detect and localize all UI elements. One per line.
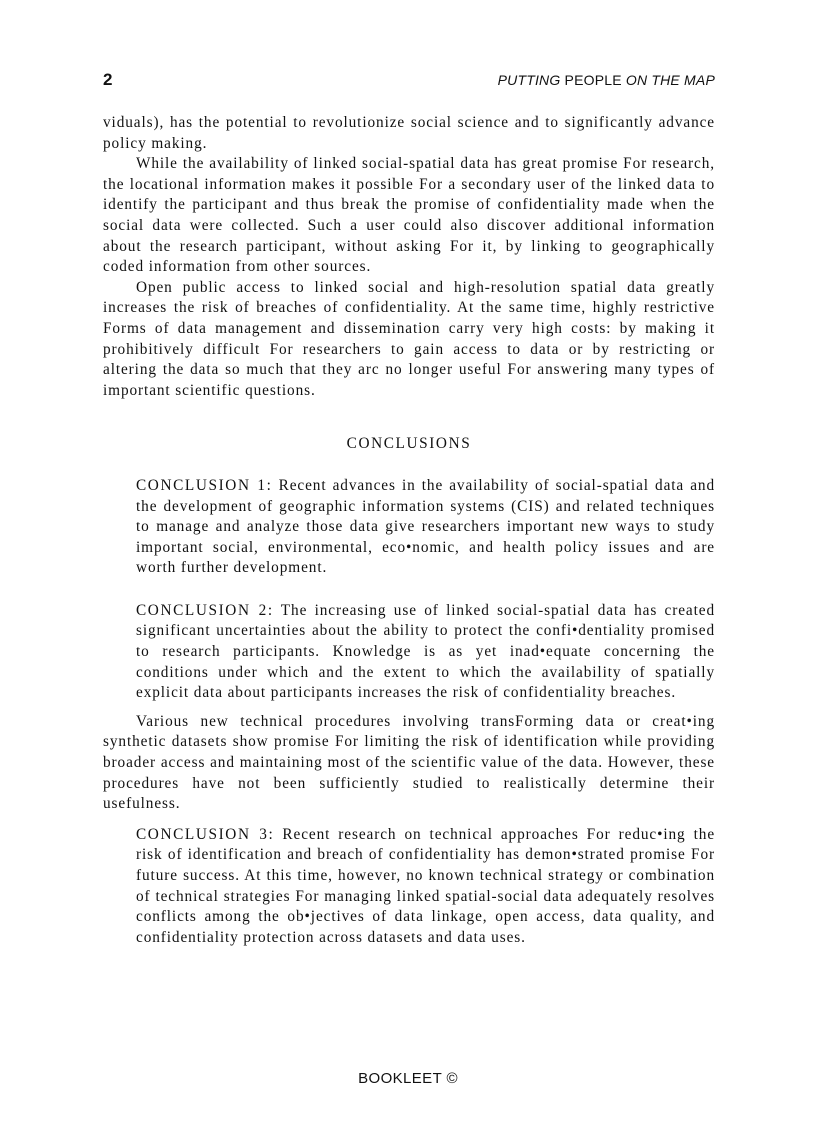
section-heading: CONCLUSIONS — [346, 435, 472, 453]
conclusion-1 — [136, 476, 715, 579]
conclusion-3-text: Recent research on technical approaches For reduc•ing the risk of identification and breach of confidentiality has demon•strated promise For future success. At this time, however, no known technical strategy or combination of technical strategies For managing linked spatial-social data adequately resolves conflicts among the ob•jectives of data linkage, open access, data quality, and confidentiality protection across datasets and data uses. — [136, 825, 716, 946]
conclusion-1-text: Recent advances in the availability of social-spatial data and the development of geographic information systems (CIS) and related techniques to manage and analyze those data give researchers important new ways to study important social, environmental, eco•nomic, and health policy issues and are worth further development. — [136, 476, 715, 577]
page-number: 2 — [103, 70, 113, 89]
body-text — [103, 113, 715, 970]
running-head-on-the-map: ON THE MAP — [625, 72, 715, 88]
conclusion-2-text: The increasing use of linked social-spatial data has created significant uncertainties about the ability to protect the confi•dentiality promised to research participants. Knowledge is as yet inad•equate concerning the conditions under which and the extent to which the availability of spatially explicit data about participants increases the risk of confidentiality breaches. — [136, 601, 716, 702]
paragraph-3: Open public access to linked social and high-resolution spatial data greatly increases the risk of breaches of confidentiality. At the same time, highly restrictive Forms of data management and dissemination carry very high costs: by making it prohibitively difficult For researchers to gain access to data or by restricting or altering the data so much that they arc no longer useful For answering many types of important scientific questions. — [103, 278, 715, 399]
footer-watermark: BOOKLEET © — [358, 1070, 458, 1087]
conclusion-3-label: CONCLUSION 3: — [136, 825, 275, 843]
page-header — [103, 70, 715, 92]
running-head — [498, 72, 715, 88]
conclusion-2-label: CONCLUSION 2: — [136, 601, 274, 619]
conclusion-2 — [136, 601, 715, 704]
running-head-people: PEOPLE — [560, 72, 626, 88]
conclusion-1-label: CONCLUSION 1: — [136, 476, 273, 494]
conclusion-3 — [136, 825, 715, 949]
paragraph-1: viduals), has the potential to revolutionize social science and to significantly advance policy making. — [103, 114, 715, 152]
paragraph-4: Various new technical procedures involving transForming data or creat•ing synthetic datasets show promise For limiting the risk of identification while providing broader access and maintaining most of the scientific value of the data. However, these procedures have not been sufficiently studied to realistically determine their usefulness. — [103, 712, 715, 813]
paragraph-2: While the availability of linked social-spatial data has great promise For research, the locational information makes it possible For a secondary user of the linked data to identify the participant and thus break the promise of confidentiality made when the social data were collected. Such a user could also discover additional information about the research participant, without asking For it, by linking to geographically coded information from other sources. — [103, 155, 715, 276]
running-head-putting: PUTTING — [497, 72, 561, 88]
